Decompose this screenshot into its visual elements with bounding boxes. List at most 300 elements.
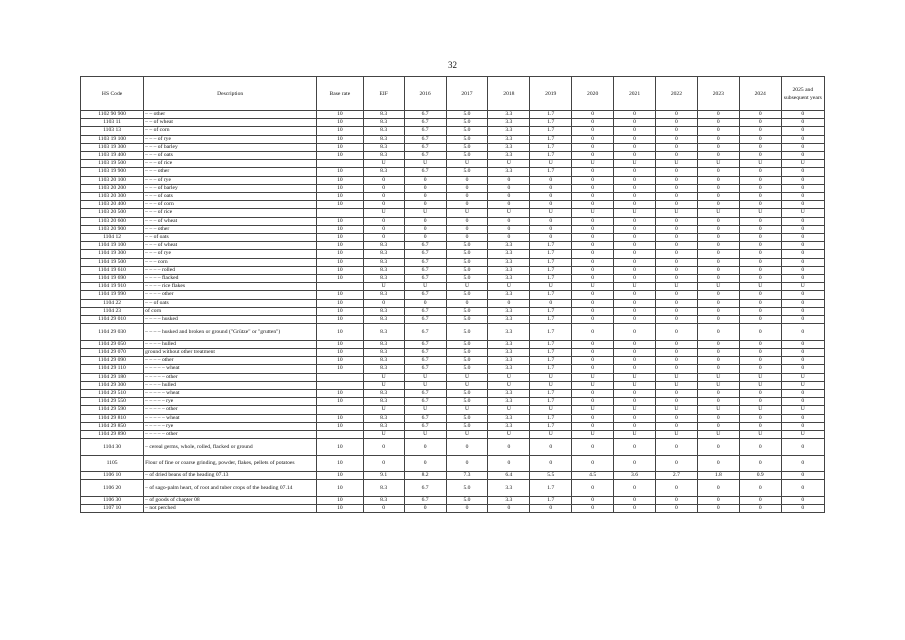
rate-cell: 0 bbox=[446, 225, 488, 233]
hs-code-cell: 1104 23 bbox=[81, 307, 144, 315]
rate-cell: 0 bbox=[572, 414, 614, 422]
rate-cell: U bbox=[446, 406, 488, 414]
rate-cell: U bbox=[404, 209, 446, 217]
rate-cell: 0 bbox=[697, 324, 739, 341]
rate-cell: 3.3 bbox=[488, 340, 530, 348]
hs-code-cell: 1104 19 500 bbox=[81, 258, 144, 266]
base-rate-cell: 10 bbox=[317, 422, 364, 430]
rate-cell: 6.7 bbox=[404, 480, 446, 497]
rate-cell: 0 bbox=[655, 143, 697, 151]
rate-cell: U bbox=[739, 381, 781, 389]
base-rate-cell: 10 bbox=[317, 201, 364, 209]
hs-code-cell: 1104 29 850 bbox=[81, 422, 144, 430]
rate-cell: 0 bbox=[614, 505, 656, 513]
rate-cell: 1.7 bbox=[530, 127, 572, 135]
rate-cell: 0 bbox=[655, 234, 697, 242]
rate-cell: 5.0 bbox=[446, 143, 488, 151]
rate-cell: 0 bbox=[739, 307, 781, 315]
rate-cell: 0 bbox=[697, 480, 739, 497]
rate-cell: 0 bbox=[404, 299, 446, 307]
column-header: 2016 bbox=[404, 77, 446, 111]
rate-cell: 0 bbox=[781, 340, 824, 348]
rate-cell: 8.3 bbox=[363, 119, 404, 127]
rate-cell: 1.7 bbox=[530, 348, 572, 356]
rate-cell: 0 bbox=[781, 472, 824, 480]
description-cell: – – – of rye bbox=[144, 135, 317, 143]
hs-code-cell: 1104 19 610 bbox=[81, 266, 144, 274]
rate-cell: 1.7 bbox=[530, 480, 572, 497]
rate-cell: 0 bbox=[614, 143, 656, 151]
hs-code-cell: 1104 30 bbox=[81, 439, 144, 456]
rate-cell: 0 bbox=[781, 127, 824, 135]
description-cell: Flour of fine or coarse grinding, powder, flakes, pellets of potatoes bbox=[144, 455, 317, 472]
table-row bbox=[81, 455, 825, 472]
base-rate-cell: 10 bbox=[317, 357, 364, 365]
rate-cell: 5.0 bbox=[446, 398, 488, 406]
description-cell: – of dried beans of the heading 07.13 bbox=[144, 472, 317, 480]
table-row bbox=[81, 316, 825, 324]
table-row bbox=[81, 348, 825, 356]
rate-cell: 0 bbox=[572, 217, 614, 225]
rate-cell: U bbox=[655, 381, 697, 389]
rate-cell: 0 bbox=[614, 291, 656, 299]
rate-cell: U bbox=[781, 160, 824, 168]
rate-cell: 0 bbox=[614, 119, 656, 127]
base-rate-cell: 10 bbox=[317, 152, 364, 160]
hs-code-cell: 1106 20 bbox=[81, 480, 144, 497]
column-header: HS Code bbox=[81, 77, 144, 111]
hs-code-cell: 1103 20 600 bbox=[81, 217, 144, 225]
rate-cell: 0 bbox=[697, 225, 739, 233]
rate-cell: 8.3 bbox=[363, 340, 404, 348]
hs-code-cell: 1105 bbox=[81, 455, 144, 472]
hs-code-cell: 1104 29 550 bbox=[81, 398, 144, 406]
rate-cell: U bbox=[446, 431, 488, 439]
rate-cell: 0 bbox=[655, 225, 697, 233]
hs-code-cell: 1104 19 300 bbox=[81, 250, 144, 258]
rate-cell: 0 bbox=[781, 176, 824, 184]
rate-cell: 0 bbox=[530, 217, 572, 225]
rate-cell: 1.8 bbox=[697, 472, 739, 480]
base-rate-cell: 10 bbox=[317, 398, 364, 406]
rate-cell: U bbox=[446, 283, 488, 291]
rate-cell: 0 bbox=[739, 266, 781, 274]
rate-cell: 6.7 bbox=[404, 291, 446, 299]
rate-cell: U bbox=[404, 283, 446, 291]
rate-cell: 8.3 bbox=[363, 152, 404, 160]
rate-cell: 0 bbox=[572, 266, 614, 274]
rate-cell: 0 bbox=[655, 307, 697, 315]
rate-cell: 0 bbox=[530, 201, 572, 209]
rate-cell: 0 bbox=[697, 439, 739, 456]
rate-cell: 0 bbox=[781, 201, 824, 209]
column-header: 2019 bbox=[530, 77, 572, 111]
column-header: Description bbox=[144, 77, 317, 111]
base-rate-cell bbox=[317, 431, 364, 439]
rate-cell: 1.7 bbox=[530, 357, 572, 365]
rate-cell: 0 bbox=[655, 316, 697, 324]
description-cell: – – – of rye bbox=[144, 176, 317, 184]
rate-cell: 0 bbox=[572, 193, 614, 201]
table-row bbox=[81, 111, 825, 119]
rate-cell: U bbox=[739, 209, 781, 217]
rate-cell: 0 bbox=[614, 340, 656, 348]
rate-cell: U bbox=[739, 373, 781, 381]
rate-cell: 3.3 bbox=[488, 143, 530, 151]
rate-cell: U bbox=[363, 373, 404, 381]
rate-cell: 6.7 bbox=[404, 316, 446, 324]
rate-cell: 0 bbox=[404, 234, 446, 242]
rate-cell: 5.0 bbox=[446, 307, 488, 315]
rate-cell: 0 bbox=[614, 258, 656, 266]
table-row bbox=[81, 168, 825, 176]
rate-cell: 0 bbox=[781, 299, 824, 307]
table-row bbox=[81, 225, 825, 233]
rate-cell: 0 bbox=[739, 217, 781, 225]
rate-cell: 0 bbox=[488, 193, 530, 201]
rate-cell: 0 bbox=[614, 152, 656, 160]
description-cell: – – – – other bbox=[144, 357, 317, 365]
rate-cell: 8.3 bbox=[363, 414, 404, 422]
rate-cell: 0 bbox=[739, 225, 781, 233]
rate-cell: 0 bbox=[572, 127, 614, 135]
rate-cell: 6.7 bbox=[404, 357, 446, 365]
column-header: 2018 bbox=[488, 77, 530, 111]
base-rate-cell: 10 bbox=[317, 291, 364, 299]
rate-cell: 0 bbox=[363, 201, 404, 209]
description-cell: – – – of oats bbox=[144, 193, 317, 201]
rate-cell: 0 bbox=[781, 266, 824, 274]
rate-cell: 6.7 bbox=[404, 340, 446, 348]
rate-cell: 0 bbox=[781, 496, 824, 504]
table-row bbox=[81, 406, 825, 414]
rate-cell: 5.0 bbox=[446, 258, 488, 266]
description-cell: – of sago-palm heart, of root and tuber crops of the heading 07.14 bbox=[144, 480, 317, 497]
rate-cell: 6.7 bbox=[404, 258, 446, 266]
rate-cell: 0 bbox=[739, 275, 781, 283]
rate-cell: 0 bbox=[739, 127, 781, 135]
rate-cell: 0 bbox=[697, 201, 739, 209]
rate-cell: U bbox=[781, 283, 824, 291]
rate-cell: 0 bbox=[614, 307, 656, 315]
description-cell: – – – – – other bbox=[144, 431, 317, 439]
rate-cell: 1.7 bbox=[530, 291, 572, 299]
rate-cell: 0 bbox=[781, 111, 824, 119]
rate-cell: 0 bbox=[614, 111, 656, 119]
rate-cell: 0 bbox=[655, 135, 697, 143]
rate-cell: 0 bbox=[655, 127, 697, 135]
rate-cell: 6.7 bbox=[404, 168, 446, 176]
column-header: EIF bbox=[363, 77, 404, 111]
rate-cell: 5.0 bbox=[446, 324, 488, 341]
rate-cell: 0 bbox=[781, 398, 824, 406]
description-cell: – – – of oats bbox=[144, 152, 317, 160]
base-rate-cell: 10 bbox=[317, 480, 364, 497]
rate-cell: 8.3 bbox=[363, 357, 404, 365]
description-cell: – – – – hulled bbox=[144, 381, 317, 389]
rate-cell: 0 bbox=[404, 176, 446, 184]
rate-cell: 0 bbox=[446, 193, 488, 201]
description-cell: – – other bbox=[144, 111, 317, 119]
rate-cell: U bbox=[614, 431, 656, 439]
rate-cell: 0 bbox=[781, 505, 824, 513]
rate-cell: 0 bbox=[614, 217, 656, 225]
table-row bbox=[81, 472, 825, 480]
rate-cell: U bbox=[572, 160, 614, 168]
rate-cell: 0 bbox=[614, 225, 656, 233]
rate-cell: 0 bbox=[530, 184, 572, 192]
rate-cell: 3.3 bbox=[488, 324, 530, 341]
rate-cell: 0 bbox=[655, 348, 697, 356]
rate-cell: 0 bbox=[404, 225, 446, 233]
description-cell: – – – – – other bbox=[144, 406, 317, 414]
rate-cell: U bbox=[697, 160, 739, 168]
hs-code-cell: 1104 29 510 bbox=[81, 390, 144, 398]
rate-cell: 0 bbox=[614, 422, 656, 430]
rate-cell: 0 bbox=[781, 357, 824, 365]
rate-cell: 8.3 bbox=[363, 143, 404, 151]
rate-cell: U bbox=[363, 160, 404, 168]
rate-cell: 0 bbox=[697, 176, 739, 184]
rate-cell: 8.3 bbox=[363, 348, 404, 356]
description-cell: – – – other bbox=[144, 225, 317, 233]
rate-cell: 0 bbox=[488, 234, 530, 242]
rate-cell: 5.0 bbox=[446, 127, 488, 135]
base-rate-cell: 10 bbox=[317, 299, 364, 307]
rate-cell: 0 bbox=[446, 176, 488, 184]
rate-cell: 0 bbox=[614, 316, 656, 324]
description-cell: – – – of wheat bbox=[144, 242, 317, 250]
rate-cell: 0 bbox=[572, 119, 614, 127]
rate-cell: 0 bbox=[655, 398, 697, 406]
rate-cell: 0 bbox=[614, 201, 656, 209]
rate-cell: 0 bbox=[655, 480, 697, 497]
rate-cell: 0 bbox=[404, 455, 446, 472]
page-number: 32 bbox=[448, 60, 457, 70]
rate-cell: 0 bbox=[781, 316, 824, 324]
rate-cell: 0 bbox=[572, 365, 614, 373]
rate-cell: U bbox=[488, 283, 530, 291]
hs-code-cell: 1103 20 500 bbox=[81, 209, 144, 217]
rate-cell: 0 bbox=[446, 201, 488, 209]
rate-cell: 5.0 bbox=[446, 152, 488, 160]
rate-cell: 6.7 bbox=[404, 365, 446, 373]
rate-cell: 0 bbox=[739, 480, 781, 497]
rate-cell: U bbox=[363, 209, 404, 217]
column-header: 2021 bbox=[614, 77, 656, 111]
rate-cell: 3.3 bbox=[488, 357, 530, 365]
rate-cell: 0 bbox=[614, 250, 656, 258]
rate-cell: 0 bbox=[697, 505, 739, 513]
rate-cell: 6.7 bbox=[404, 275, 446, 283]
rate-cell: 8.3 bbox=[363, 291, 404, 299]
base-rate-cell: 10 bbox=[317, 127, 364, 135]
table-body bbox=[81, 111, 825, 513]
rate-cell: 0 bbox=[781, 135, 824, 143]
rate-cell: U bbox=[572, 381, 614, 389]
rate-cell: U bbox=[363, 283, 404, 291]
hs-code-cell: 1103 20 400 bbox=[81, 201, 144, 209]
base-rate-cell: 10 bbox=[317, 217, 364, 225]
rate-cell: 0 bbox=[572, 242, 614, 250]
rate-cell: 5.0 bbox=[446, 357, 488, 365]
table-row bbox=[81, 505, 825, 513]
rate-cell: 0 bbox=[572, 307, 614, 315]
rate-cell: 0 bbox=[781, 455, 824, 472]
description-cell: – – – – – other bbox=[144, 373, 317, 381]
rate-cell: 3.3 bbox=[488, 127, 530, 135]
rate-cell: 0 bbox=[614, 324, 656, 341]
rate-cell: 0 bbox=[697, 168, 739, 176]
description-cell: – – – – – rye bbox=[144, 398, 317, 406]
rate-cell: 0 bbox=[572, 152, 614, 160]
base-rate-cell: 10 bbox=[317, 316, 364, 324]
rate-cell: 6.7 bbox=[404, 242, 446, 250]
rate-cell: U bbox=[530, 431, 572, 439]
rate-cell: 0 bbox=[614, 398, 656, 406]
table-row bbox=[81, 365, 825, 373]
rate-cell: 8.3 bbox=[363, 127, 404, 135]
rate-cell: 0 bbox=[655, 365, 697, 373]
rate-cell: 5.0 bbox=[446, 111, 488, 119]
rate-cell: 0 bbox=[781, 275, 824, 283]
rate-cell: 1.7 bbox=[530, 390, 572, 398]
rate-cell: 9.1 bbox=[363, 472, 404, 480]
rate-cell: 0 bbox=[655, 324, 697, 341]
base-rate-cell: 10 bbox=[317, 225, 364, 233]
rate-cell: 5.0 bbox=[446, 340, 488, 348]
rate-cell: 0 bbox=[655, 111, 697, 119]
rate-cell: 5.0 bbox=[446, 365, 488, 373]
table-row bbox=[81, 275, 825, 283]
rate-cell: 0 bbox=[739, 250, 781, 258]
rate-cell: U bbox=[404, 160, 446, 168]
rate-cell: 0 bbox=[739, 258, 781, 266]
base-rate-cell: 10 bbox=[317, 135, 364, 143]
rate-cell: U bbox=[739, 283, 781, 291]
rate-cell: 0 bbox=[530, 225, 572, 233]
rate-cell: 0 bbox=[572, 143, 614, 151]
rate-cell: 6.7 bbox=[404, 422, 446, 430]
rate-cell: 3.3 bbox=[488, 365, 530, 373]
rate-cell: 6.7 bbox=[404, 266, 446, 274]
rate-cell: 0 bbox=[572, 135, 614, 143]
rate-cell: 5.0 bbox=[446, 291, 488, 299]
description-cell: – – – – husked and broken or ground ("Grütze" or "grutten") bbox=[144, 324, 317, 341]
rate-cell: U bbox=[446, 160, 488, 168]
rate-cell: U bbox=[530, 160, 572, 168]
rate-cell: U bbox=[739, 431, 781, 439]
rate-cell: 0 bbox=[614, 299, 656, 307]
rate-cell: 0 bbox=[614, 193, 656, 201]
rate-cell: 0 bbox=[739, 193, 781, 201]
rate-cell: 0 bbox=[739, 348, 781, 356]
rate-cell: 0 bbox=[655, 152, 697, 160]
rate-cell: 0 bbox=[572, 496, 614, 504]
rate-cell: 0 bbox=[697, 111, 739, 119]
table-row bbox=[81, 160, 825, 168]
rate-cell: 0 bbox=[781, 307, 824, 315]
rate-cell: 0 bbox=[655, 357, 697, 365]
table-row bbox=[81, 143, 825, 151]
hs-code-cell: 1106 30 bbox=[81, 496, 144, 504]
rate-cell: U bbox=[530, 209, 572, 217]
rate-cell: 5.0 bbox=[446, 250, 488, 258]
base-rate-cell: 10 bbox=[317, 365, 364, 373]
rate-cell: 6.7 bbox=[404, 348, 446, 356]
hs-code-cell: 1104 29 890 bbox=[81, 431, 144, 439]
hs-code-cell: 1103 13 bbox=[81, 127, 144, 135]
rate-cell: 0 bbox=[572, 390, 614, 398]
rate-cell: U bbox=[655, 431, 697, 439]
rate-cell: 0 bbox=[655, 291, 697, 299]
description-cell: – – – of barley bbox=[144, 184, 317, 192]
rate-cell: 0 bbox=[781, 258, 824, 266]
rate-cell: U bbox=[655, 209, 697, 217]
rate-cell: 0 bbox=[739, 324, 781, 341]
rate-cell: 0 bbox=[530, 439, 572, 456]
rate-cell: 0 bbox=[781, 291, 824, 299]
rate-cell: 0 bbox=[655, 168, 697, 176]
rate-cell: 5.0 bbox=[446, 266, 488, 274]
description-cell: ground without other treatment bbox=[144, 348, 317, 356]
rate-cell: 0 bbox=[697, 250, 739, 258]
rate-cell: 0 bbox=[488, 201, 530, 209]
description-cell: – – – – rice flakes bbox=[144, 283, 317, 291]
table-row bbox=[81, 184, 825, 192]
rate-cell: 8.3 bbox=[363, 398, 404, 406]
rate-cell: 1.7 bbox=[530, 258, 572, 266]
hs-code-cell: 1103 20 300 bbox=[81, 193, 144, 201]
rate-cell: U bbox=[446, 373, 488, 381]
rate-cell: 0 bbox=[446, 439, 488, 456]
rate-cell: 6.7 bbox=[404, 111, 446, 119]
hs-code-cell: 1106 10 bbox=[81, 472, 144, 480]
rate-cell: 0 bbox=[572, 455, 614, 472]
rate-cell: 0 bbox=[697, 184, 739, 192]
rate-cell: 0 bbox=[404, 201, 446, 209]
table-row bbox=[81, 209, 825, 217]
hs-code-cell: 1104 29 590 bbox=[81, 406, 144, 414]
rate-cell: 6.7 bbox=[404, 496, 446, 504]
base-rate-cell: 10 bbox=[317, 168, 364, 176]
description-cell: – – – of barley bbox=[144, 143, 317, 151]
rate-cell: 3.3 bbox=[488, 111, 530, 119]
rate-cell: 0 bbox=[655, 176, 697, 184]
hs-code-cell: 1103 20 200 bbox=[81, 184, 144, 192]
table-row bbox=[81, 324, 825, 341]
rate-cell: 6.4 bbox=[488, 472, 530, 480]
rate-cell: U bbox=[404, 406, 446, 414]
rate-cell: 0 bbox=[781, 242, 824, 250]
base-rate-cell: 10 bbox=[317, 242, 364, 250]
table-row bbox=[81, 217, 825, 225]
rate-cell: 0 bbox=[614, 242, 656, 250]
rate-cell: 0 bbox=[739, 135, 781, 143]
rate-cell: 0 bbox=[614, 357, 656, 365]
hs-code-cell: 1103 19 300 bbox=[81, 143, 144, 151]
rate-cell: 0 bbox=[739, 357, 781, 365]
rate-cell: 0 bbox=[530, 176, 572, 184]
rate-cell: 0 bbox=[614, 480, 656, 497]
rate-cell: 0 bbox=[655, 496, 697, 504]
rate-cell: 1.7 bbox=[530, 152, 572, 160]
rate-cell: 0 bbox=[739, 414, 781, 422]
rate-cell: 0 bbox=[363, 505, 404, 513]
rate-cell: 0 bbox=[697, 390, 739, 398]
rate-cell: 0 bbox=[655, 439, 697, 456]
rate-cell: 1.7 bbox=[530, 135, 572, 143]
